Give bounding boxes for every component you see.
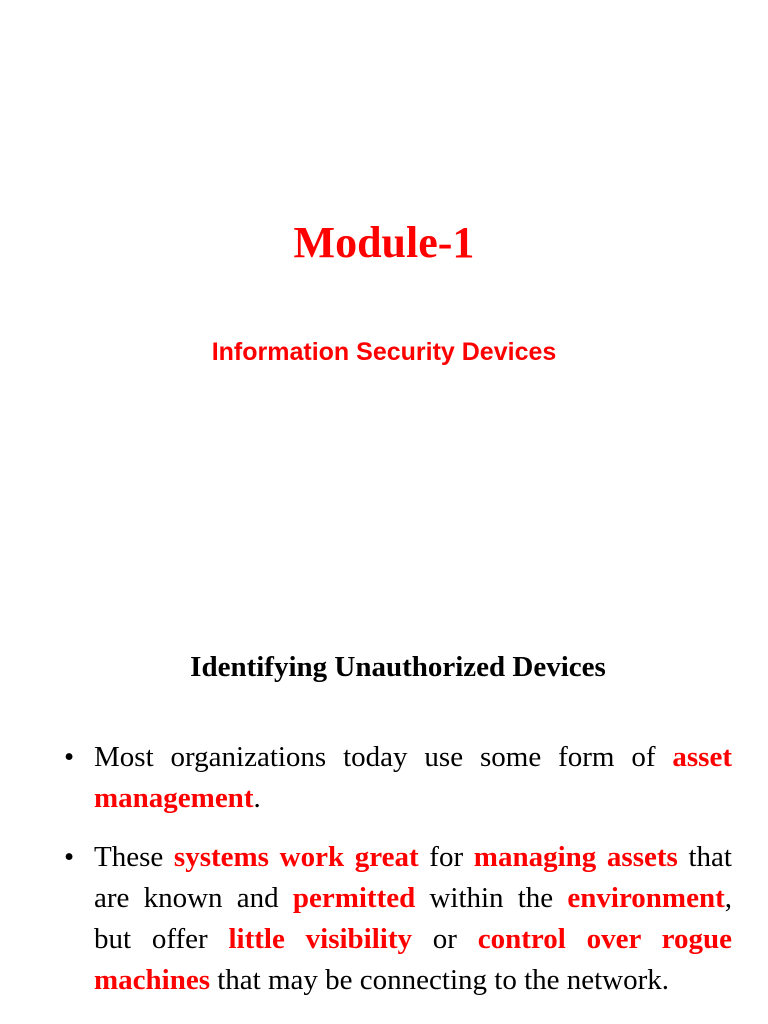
slide-title: Module-1 <box>293 218 475 267</box>
highlight-text: managing assets <box>473 841 678 873</box>
highlight-text: asset management <box>94 741 732 814</box>
section-heading: Identifying Unauthorized Devices <box>190 651 606 683</box>
bullet-item-2 <box>64 837 732 1001</box>
slide-subtitle: Information Security Devices <box>211 338 557 366</box>
highlight-text: systems work great <box>173 841 419 873</box>
bullet-text: or <box>412 923 478 955</box>
bullet-text: , but offer <box>94 882 732 955</box>
bullet-text: that may be connecting to the network. <box>210 964 670 996</box>
bullet-dot: • <box>64 741 75 773</box>
bullet-item-1 <box>64 737 732 819</box>
bullet-list <box>0 737 768 1019</box>
highlight-text: environment <box>567 882 725 914</box>
bullet-text: for <box>418 841 474 873</box>
bullet-dot: • <box>64 841 75 873</box>
bullet-text: within the <box>415 882 568 914</box>
bullet-text: Most organizations today use some form of <box>94 741 673 773</box>
highlight-text: permitted <box>292 882 416 914</box>
highlight-text: little visibility <box>228 923 412 955</box>
bullet-text: These <box>94 841 174 873</box>
bullet-text: that are known and <box>94 841 732 914</box>
bullet-text: . <box>253 782 261 814</box>
highlight-text: control over rogue machines <box>94 923 732 996</box>
